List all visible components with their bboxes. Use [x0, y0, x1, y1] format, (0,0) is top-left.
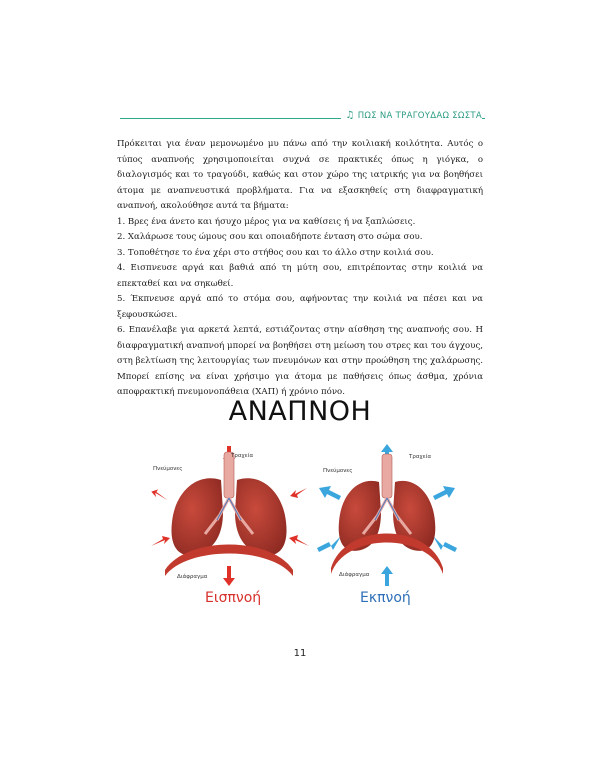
intro-paragraph: Πρόκειται για έναν μεμονωμένο μυ πάνω από την κοιλιακή κοιλότητα. Αυτός ο τύπος αναπνοής χρησιμοποιείται συχνά σε πρακτικές όπως η γιόγκα, ο διαλογισμός και το τραγούδι, καθώς και στον χώρο της ιατρικής για να βοηθήσει άτομα με αναπνευστικά προβλήματα. Για να εξασκηθείς στη διαφραγματική αναπνοή, ακολούθησε αυτά τα βήματα:: [117, 139, 483, 211]
exhale-label-diaphragm: Διάφραγμα: [339, 572, 370, 578]
step-4: 4. Εισπνευσε αργά και βαθιά από τη μύτη σου, επιτρέποντας στην κοιλιά να επεκταθεί και να σηκωθεί.: [117, 263, 483, 289]
running-header-title: ΠΩΣ ΝΑ ΤΡΑΓΟΥΔΑΩ ΣΩΣΤΑ: [357, 110, 482, 121]
exhale-caption: Εκπνοή: [360, 590, 411, 606]
inhale-label-diaphragm: Διάφραγμα: [177, 574, 208, 580]
diagram-title: ΑΝΑΠΝΟΗ: [228, 396, 372, 427]
exhale-illustration: [305, 442, 485, 612]
step-5: 5. Έκπνευσε αργά από το στόμα σου, αφήνοντας την κοιλιά να πέσει και να ξεφουσκώσει.: [117, 294, 483, 320]
body-text: [117, 137, 483, 401]
inhale-illustration: [147, 442, 327, 612]
exhale-label-trachea: Τραχεία: [409, 454, 432, 460]
step-3: 3. Τοποθέτησε το ένα χέρι στο στήθος σου και το άλλο στην κοιλιά σου.: [117, 247, 434, 258]
step-2: 2. Χαλάρωσε τους ώμους σου και οποιαδήποτε ένταση στο σώμα σου.: [117, 232, 423, 242]
inhale-lungs-graphic: [147, 442, 327, 592]
running-header: [341, 110, 482, 121]
page-number: 11: [293, 648, 307, 659]
exhale-lungs-graphic: [305, 442, 485, 592]
step-6: 6. Επανέλαβε για αρκετά λεπτά, εστιάζοντας στην αίσθηση της αναπνοής σου. Η διαφραγματική αναπνοή μπορεί να βοηθήσει στη μείωση του στρες και του άγχους, στη βελτίωση της λειτουργίας των πνευμόνων και στην προώθηση της χαλάρωσης. Μπορεί επίσης να είναι χρήσιμο για άτομα με παθήσεις όπως άσθμα, χρόνια αποφρακτική πνευμονοπάθεια (ΧΑΠ) ή χρόνιο πόνο.: [117, 325, 483, 397]
step-1: 1. Βρες ένα άνετο και ήσυχο μέρος για να καθίσεις ή να ξαπλώσεις.: [117, 216, 416, 227]
inhale-label-lungs: Πνεύμονες: [153, 466, 183, 472]
inhale-label-trachea: Τραχεία: [231, 453, 254, 459]
music-note-icon: ♫: [345, 110, 355, 121]
inhale-caption: Εισπνοή: [205, 590, 262, 606]
exhale-label-lungs: Πνεύμονες: [323, 468, 353, 474]
